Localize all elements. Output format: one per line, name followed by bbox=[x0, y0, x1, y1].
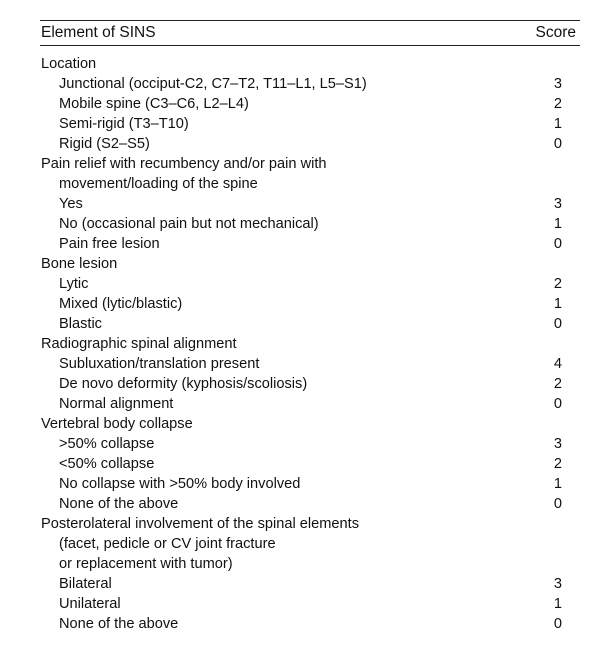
table-row bbox=[40, 574, 580, 594]
table-row bbox=[40, 114, 580, 134]
category-title-line: Posterolateral involvement of the spinal elements bbox=[41, 516, 359, 532]
table-row bbox=[40, 474, 580, 494]
category-row bbox=[40, 54, 580, 74]
item-label: Bilateral bbox=[59, 576, 112, 592]
item-score: 1 bbox=[553, 216, 562, 232]
table-row bbox=[40, 594, 580, 614]
table-row bbox=[40, 394, 580, 414]
table-row bbox=[40, 214, 580, 234]
item-label: Blastic bbox=[59, 316, 102, 332]
sins-table bbox=[40, 20, 580, 634]
item-label: Mixed (lytic/blastic) bbox=[59, 296, 183, 312]
category-title bbox=[40, 54, 96, 74]
category-row bbox=[40, 514, 580, 574]
item-score: 1 bbox=[553, 596, 562, 612]
item-label: Semi-rigid (T3–T10) bbox=[59, 116, 189, 132]
table-row bbox=[40, 94, 580, 114]
item-score: 4 bbox=[553, 356, 562, 372]
item-score: 3 bbox=[553, 436, 562, 452]
table-header bbox=[40, 21, 580, 45]
item-label: Mobile spine (C3–C6, L2–L4) bbox=[59, 96, 249, 112]
item-label: Lytic bbox=[59, 276, 89, 292]
table-row bbox=[40, 294, 580, 314]
item-score: 2 bbox=[553, 276, 562, 292]
category-title-line: Radiographic spinal alignment bbox=[41, 336, 237, 352]
item-label: Junctional (occiput-C2, C7–T2, T11–L1, L5–S1) bbox=[59, 76, 367, 92]
item-score: 0 bbox=[553, 316, 562, 332]
item-label: None of the above bbox=[59, 616, 179, 632]
table-body bbox=[40, 46, 580, 634]
item-label: >50% collapse bbox=[59, 436, 155, 452]
category-title bbox=[40, 334, 237, 354]
category-row bbox=[40, 334, 580, 354]
item-score: 2 bbox=[553, 96, 562, 112]
item-label: Rigid (S2–S5) bbox=[59, 136, 150, 152]
category-title bbox=[40, 154, 327, 194]
item-score: 3 bbox=[553, 576, 562, 592]
item-score: 2 bbox=[553, 456, 562, 472]
item-score: 2 bbox=[553, 376, 562, 392]
item-label: Unilateral bbox=[59, 596, 121, 612]
score-column-header: Score bbox=[535, 24, 576, 41]
table-row bbox=[40, 234, 580, 254]
item-label: Yes bbox=[59, 196, 83, 212]
category-title bbox=[40, 414, 193, 434]
category-title bbox=[40, 514, 359, 574]
category-title-line: Vertebral body collapse bbox=[41, 416, 193, 432]
category-title bbox=[40, 254, 117, 274]
category-title-line: Bone lesion bbox=[41, 256, 118, 272]
table-row bbox=[40, 354, 580, 374]
item-score: 0 bbox=[553, 496, 562, 512]
item-label: Subluxation/translation present bbox=[59, 356, 260, 372]
item-score: 3 bbox=[553, 76, 562, 92]
item-score: 1 bbox=[553, 476, 562, 492]
category-row bbox=[40, 254, 580, 274]
category-row bbox=[40, 154, 580, 194]
item-score: 3 bbox=[553, 196, 562, 212]
item-label: None of the above bbox=[59, 496, 179, 512]
item-label: No collapse with >50% body involved bbox=[59, 476, 301, 492]
category-title-line: Pain relief with recumbency and/or pain with bbox=[41, 156, 327, 172]
table-row bbox=[40, 494, 580, 514]
table-row bbox=[40, 614, 580, 634]
category-title-line: (facet, pedicle or CV joint fracture bbox=[59, 536, 276, 552]
item-score: 0 bbox=[553, 616, 562, 632]
item-score: 0 bbox=[553, 236, 562, 252]
table-row bbox=[40, 374, 580, 394]
category-title-line: Location bbox=[41, 56, 97, 72]
item-label: Normal alignment bbox=[59, 396, 174, 412]
category-row bbox=[40, 414, 580, 434]
category-title-line: or replacement with tumor) bbox=[59, 556, 233, 572]
item-label: No (occasional pain but not mechanical) bbox=[59, 216, 319, 232]
table-row bbox=[40, 74, 580, 94]
item-score: 1 bbox=[553, 116, 562, 132]
item-score: 0 bbox=[553, 136, 562, 152]
table-row bbox=[40, 134, 580, 154]
category-title-line: movement/loading of the spine bbox=[59, 176, 258, 192]
item-score: 0 bbox=[553, 396, 562, 412]
item-label: <50% collapse bbox=[59, 456, 155, 472]
item-label: De novo deformity (kyphosis/scoliosis) bbox=[59, 376, 308, 392]
item-score: 1 bbox=[553, 296, 562, 312]
element-column-header: Element of SINS bbox=[41, 24, 156, 41]
table-row bbox=[40, 454, 580, 474]
item-label: Pain free lesion bbox=[59, 236, 160, 252]
table-row bbox=[40, 274, 580, 294]
table-row bbox=[40, 434, 580, 454]
table-row bbox=[40, 194, 580, 214]
table-row bbox=[40, 314, 580, 334]
